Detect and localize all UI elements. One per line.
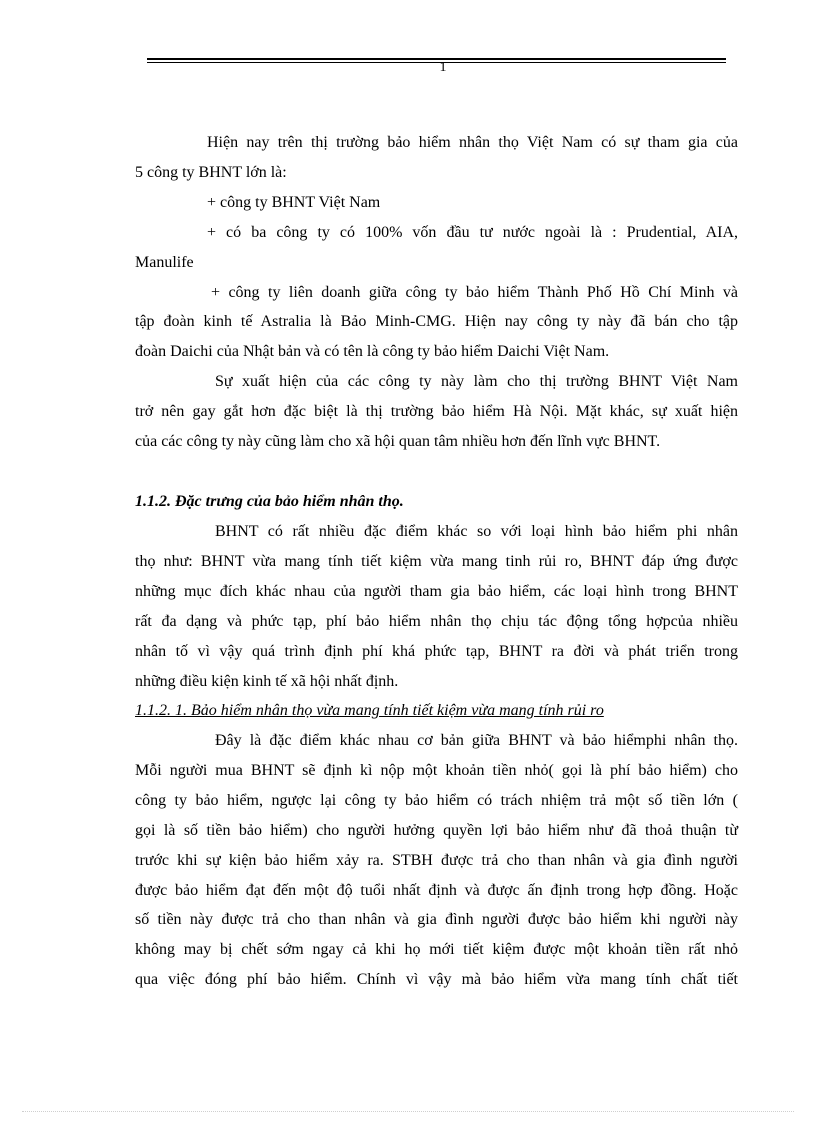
paragraph-line: Mỗi người mua BHNT sẽ định kì nộp một khoản tiền nhỏ( gọi là phí bảo hiểm) cho bbox=[135, 762, 738, 779]
paragraph-line: qua việc đóng phí bảo hiểm. Chính vì vậy mà bảo hiểm vừa mang tính chất tiết bbox=[135, 971, 738, 988]
paragraph-line: đoàn Daichi của Nhật bản và có tên là công ty bảo hiểm Daichi Việt Nam. bbox=[135, 343, 610, 360]
paragraph-line: thọ như: BHNT vừa mang tính tiết kiệm vừa mang tinh rủi ro, BHNT đáp ứng được bbox=[135, 553, 738, 570]
paragraph-line: Hiện nay trên thị trường bảo hiểm nhân thọ Việt Nam có sự tham gia của bbox=[207, 134, 738, 151]
paragraph-line: được bảo hiểm đạt đến một độ tuổi nhất định và được ấn định trong hợp đồng. Hoặc bbox=[135, 882, 738, 899]
paragraph-line: Manulife bbox=[135, 254, 194, 271]
section-heading: 1.1.2. Đặc trưng của bảo hiểm nhân thọ. bbox=[135, 493, 404, 510]
paragraph-line: số tiền này được trả cho than nhân và gia đình người được bảo hiểm khi người này bbox=[135, 911, 738, 928]
paragraph-line: gọi là số tiền bảo hiểm) cho người hưởng quyền lợi bảo hiểm như đã thoả thuận từ bbox=[135, 822, 738, 839]
list-item: + công ty BHNT Việt Nam bbox=[207, 194, 381, 211]
paragraph-line: công ty bảo hiểm, ngược lại công ty bảo hiểm có trách nhiệm trả một số tiền lớn ( bbox=[135, 792, 738, 809]
paragraph-line: rất đa dạng và phức tạp, phí bảo hiểm nhân thọ chịu tác động tổng hợpcủa nhiều bbox=[135, 613, 738, 630]
footer-divider bbox=[22, 1111, 794, 1112]
paragraph-line: Sự xuất hiện của các công ty này làm cho thị trường BHNT Việt Nam bbox=[215, 373, 738, 390]
paragraph-line: những điều kiện kinh tế xã hội nhất định. bbox=[135, 673, 399, 690]
paragraph-line: của các công ty này cũng làm cho xã hội quan tâm nhiều hơn đến lĩnh vực BHNT. bbox=[135, 433, 661, 450]
paragraph-line: trở nên gay gắt hơn đặc biệt là thị trường bảo hiểm Hà Nội. Mặt khác, sự xuất hiện bbox=[135, 403, 738, 420]
subsection-heading: 1.1.2. 1. Bảo hiểm nhân thọ vừa mang tính tiết kiệm vừa mang tính rủi ro bbox=[135, 702, 604, 719]
list-item: + công ty liên doanh giữa công ty bảo hiểm Thành Phố Hồ Chí Minh và bbox=[211, 284, 738, 301]
paragraph-line: trước khi sự kiện bảo hiểm xảy ra. STBH được trả cho than nhân và gia đình người bbox=[135, 852, 738, 869]
paragraph-line: nhân tố vì vậy quá trình định phí khá phức tạp, BHNT ra đời và phát triển trong bbox=[135, 643, 738, 660]
paragraph-line: Đây là đặc điểm khác nhau cơ bản giữa BHNT và bảo hiểmphi nhân thọ. bbox=[215, 732, 738, 749]
page-number: 1 bbox=[439, 60, 447, 75]
paragraph-line: 5 công ty BHNT lớn là: bbox=[135, 164, 287, 181]
paragraph-line: BHNT có rất nhiều đặc điểm khác so với loại hình bảo hiểm phi nhân bbox=[215, 523, 738, 540]
paragraph-line: những mục đích khác nhau của người tham gia bảo hiểm, các loại hình trong BHNT bbox=[135, 583, 738, 600]
paragraph-line: tập đoàn kinh tế Astralia là Bảo Minh-CMG. Hiện nay công ty này đã bán cho tập bbox=[135, 313, 738, 330]
list-item: + có ba công ty có 100% vốn đầu tư nước ngoài là : Prudential, AIA, bbox=[207, 224, 738, 241]
paragraph-line: không may bị chết sớm ngay cả khi họ mới tiết kiệm được một khoản tiền rất nhỏ bbox=[135, 941, 738, 958]
